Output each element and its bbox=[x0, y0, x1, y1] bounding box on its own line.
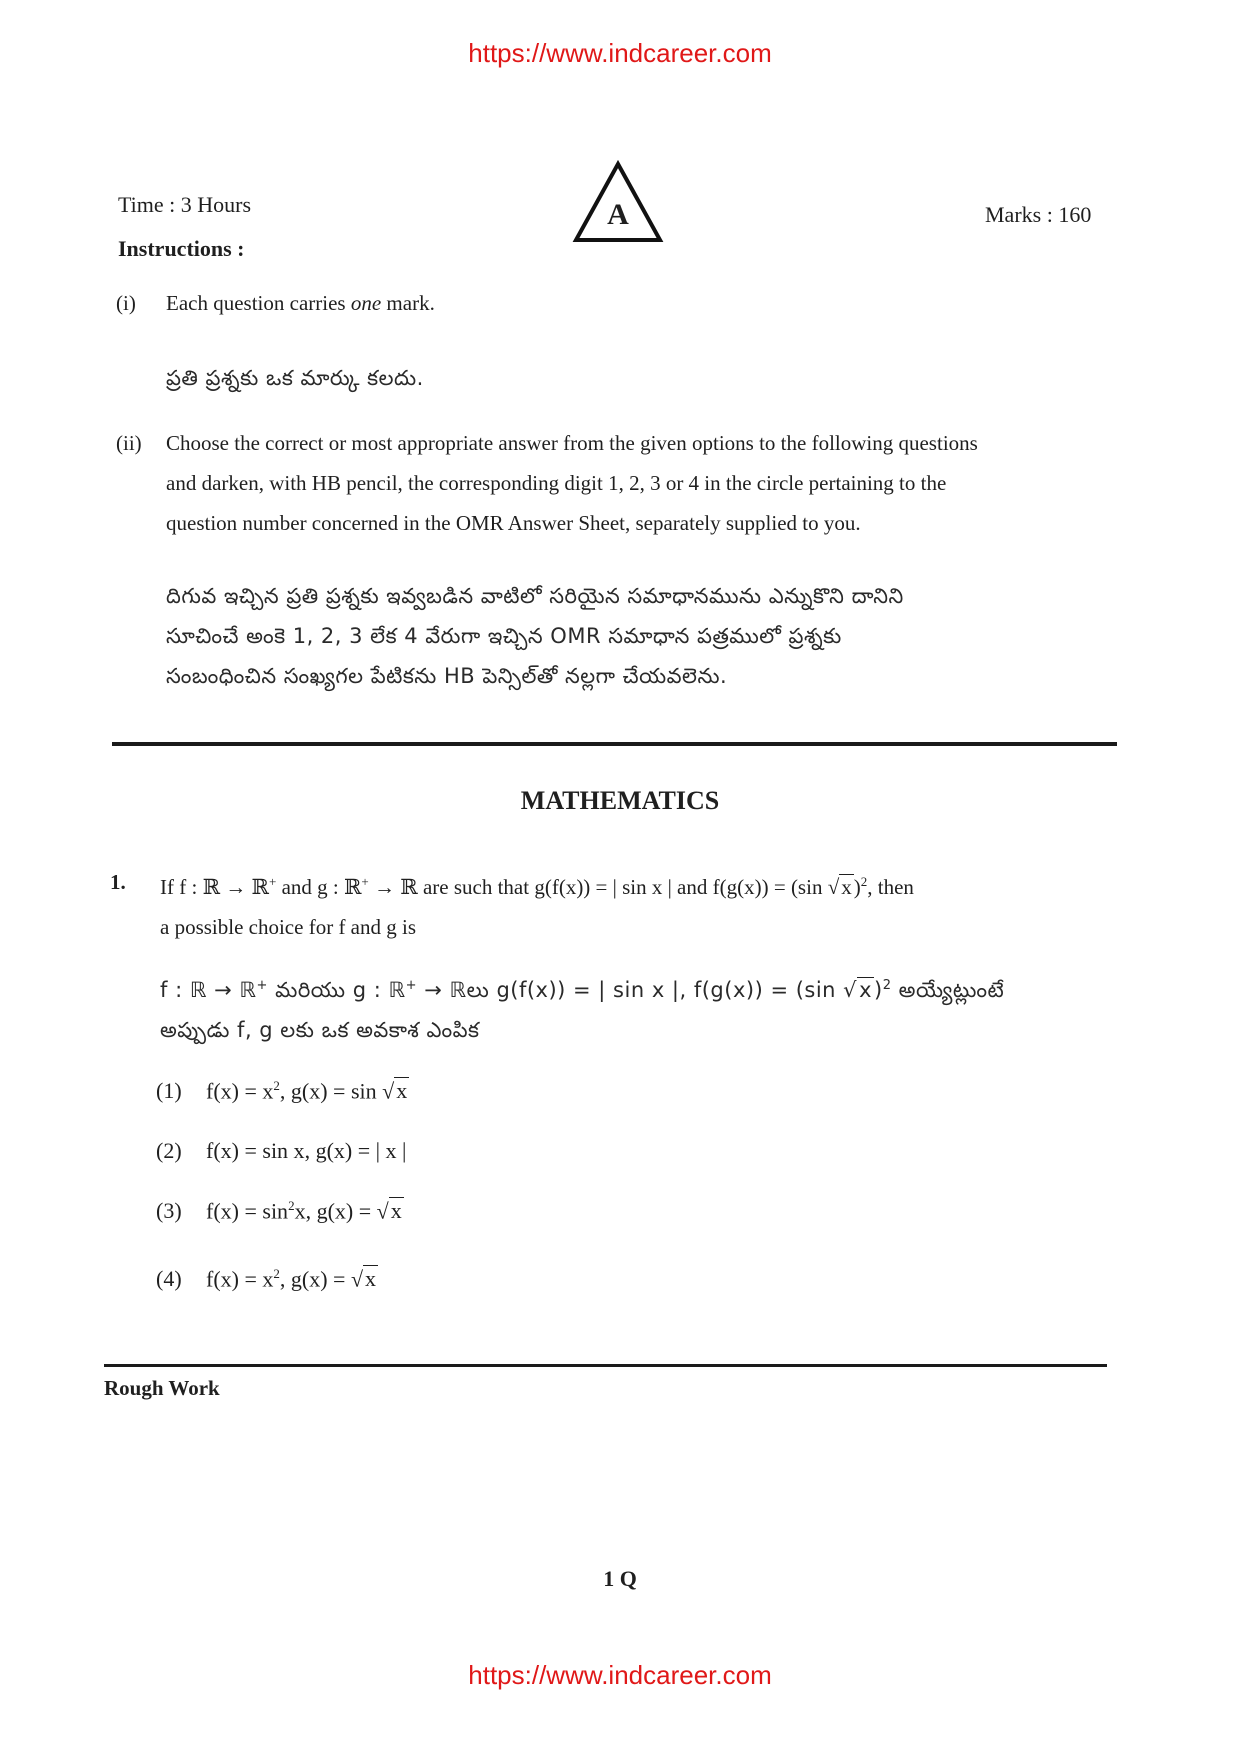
instruction-2-telugu-line: సంబంధించిన సంఖ్యగల పేటికను HB పెన్సిల్‌తో నల్లగా చేయవలెను. bbox=[166, 664, 728, 688]
instruction-2-text bbox=[166, 423, 1126, 543]
instruction-2-line: Choose the correct or most appropriate answer from the given options to the following questions bbox=[166, 431, 978, 455]
exam-time: Time : 3 Hours bbox=[118, 192, 252, 217]
question-number: 1. bbox=[110, 870, 126, 894]
instruction-2-telugu-line: దిగువ ఇచ్చిన ప్రతి ప్రశ్నకు ఇవ్వబడిన వాటిలో సరియైన సమాధానమును ఎన్నుకొని దానిని bbox=[166, 584, 904, 608]
subject-title: MATHEMATICS bbox=[520, 786, 720, 815]
paper-code: A bbox=[607, 198, 629, 231]
instructions-title: Instructions : bbox=[118, 236, 245, 261]
instruction-2-telugu bbox=[166, 576, 1136, 696]
option-4[interactable]: (4) $f(x) = x^2$, g(x) = √x bbox=[156, 1266, 377, 1292]
instruction-1-text bbox=[166, 283, 435, 323]
instruction-1-text-em: one bbox=[350, 291, 382, 315]
page-number: 1 Q bbox=[603, 1566, 637, 1591]
option-1[interactable]: (1) $f(x) = x^2$, g(x) = sin √x bbox=[156, 1078, 408, 1104]
question-text bbox=[160, 862, 1130, 947]
instruction-1-number: (i) bbox=[116, 291, 136, 315]
section-divider bbox=[112, 742, 1117, 746]
question-telugu-line-2: అప్పుడు f, g లకు ఒక అవకాశ ఎంపిక bbox=[160, 1018, 480, 1042]
paper-code-badge bbox=[572, 160, 664, 244]
footer-url[interactable]: https://www.indcareer.com bbox=[468, 1660, 772, 1690]
instruction-1-text-after: mark. bbox=[386, 291, 435, 315]
option-2[interactable]: (2) f(x) = sin x, g(x) = | x | bbox=[156, 1138, 407, 1163]
option-3[interactable]: (3) $f(x) = \sin^2x$, g(x) = √x bbox=[156, 1198, 402, 1224]
rough-work-label: Rough Work bbox=[104, 1376, 220, 1400]
question-line-1: If f : ℝ → ℝ+ and g : ℝ+ → ℝ are such that g(f(x)) = | sin x | and f(g(x)) = (sin √x)$^2$, then bbox=[160, 874, 914, 899]
instruction-2-line: and darken, with HB pencil, the corresponding digit 1, 2, 3 or 4 in the circle pertaining to the bbox=[166, 471, 947, 495]
instruction-2-line: question number concerned in the OMR Answer Sheet, separately supplied to you. bbox=[166, 511, 861, 535]
instruction-2-number: (ii) bbox=[116, 431, 142, 455]
exam-marks: Marks : 160 bbox=[985, 202, 1092, 227]
instruction-2-telugu-line: సూచించే అంకె 1, 2, 3 లేక 4 వేరుగా ఇచ్చిన OMR సమాధాన పత్రములో ప్రశ్నకు bbox=[166, 624, 842, 648]
instruction-1-text-before: Each question carries bbox=[166, 291, 346, 315]
header-url[interactable]: https://www.indcareer.com bbox=[468, 38, 772, 68]
question-line-2: a possible choice for f and g is bbox=[160, 915, 417, 939]
question-telugu bbox=[160, 966, 1140, 1050]
instruction-1-telugu: ప్రతి ప్రశ్నకు ఒక మార్కు కలదు. bbox=[166, 366, 424, 390]
rough-work-divider bbox=[104, 1364, 1107, 1367]
question-telugu-line-1: f : ℝ → ℝ+ మరియు g : ℝ+ → ℝలు g(f(x)) = | sin x |, f(g(x)) = (sin √x)$^2$ అయ్యేట్లుంటే bbox=[160, 978, 1005, 1002]
